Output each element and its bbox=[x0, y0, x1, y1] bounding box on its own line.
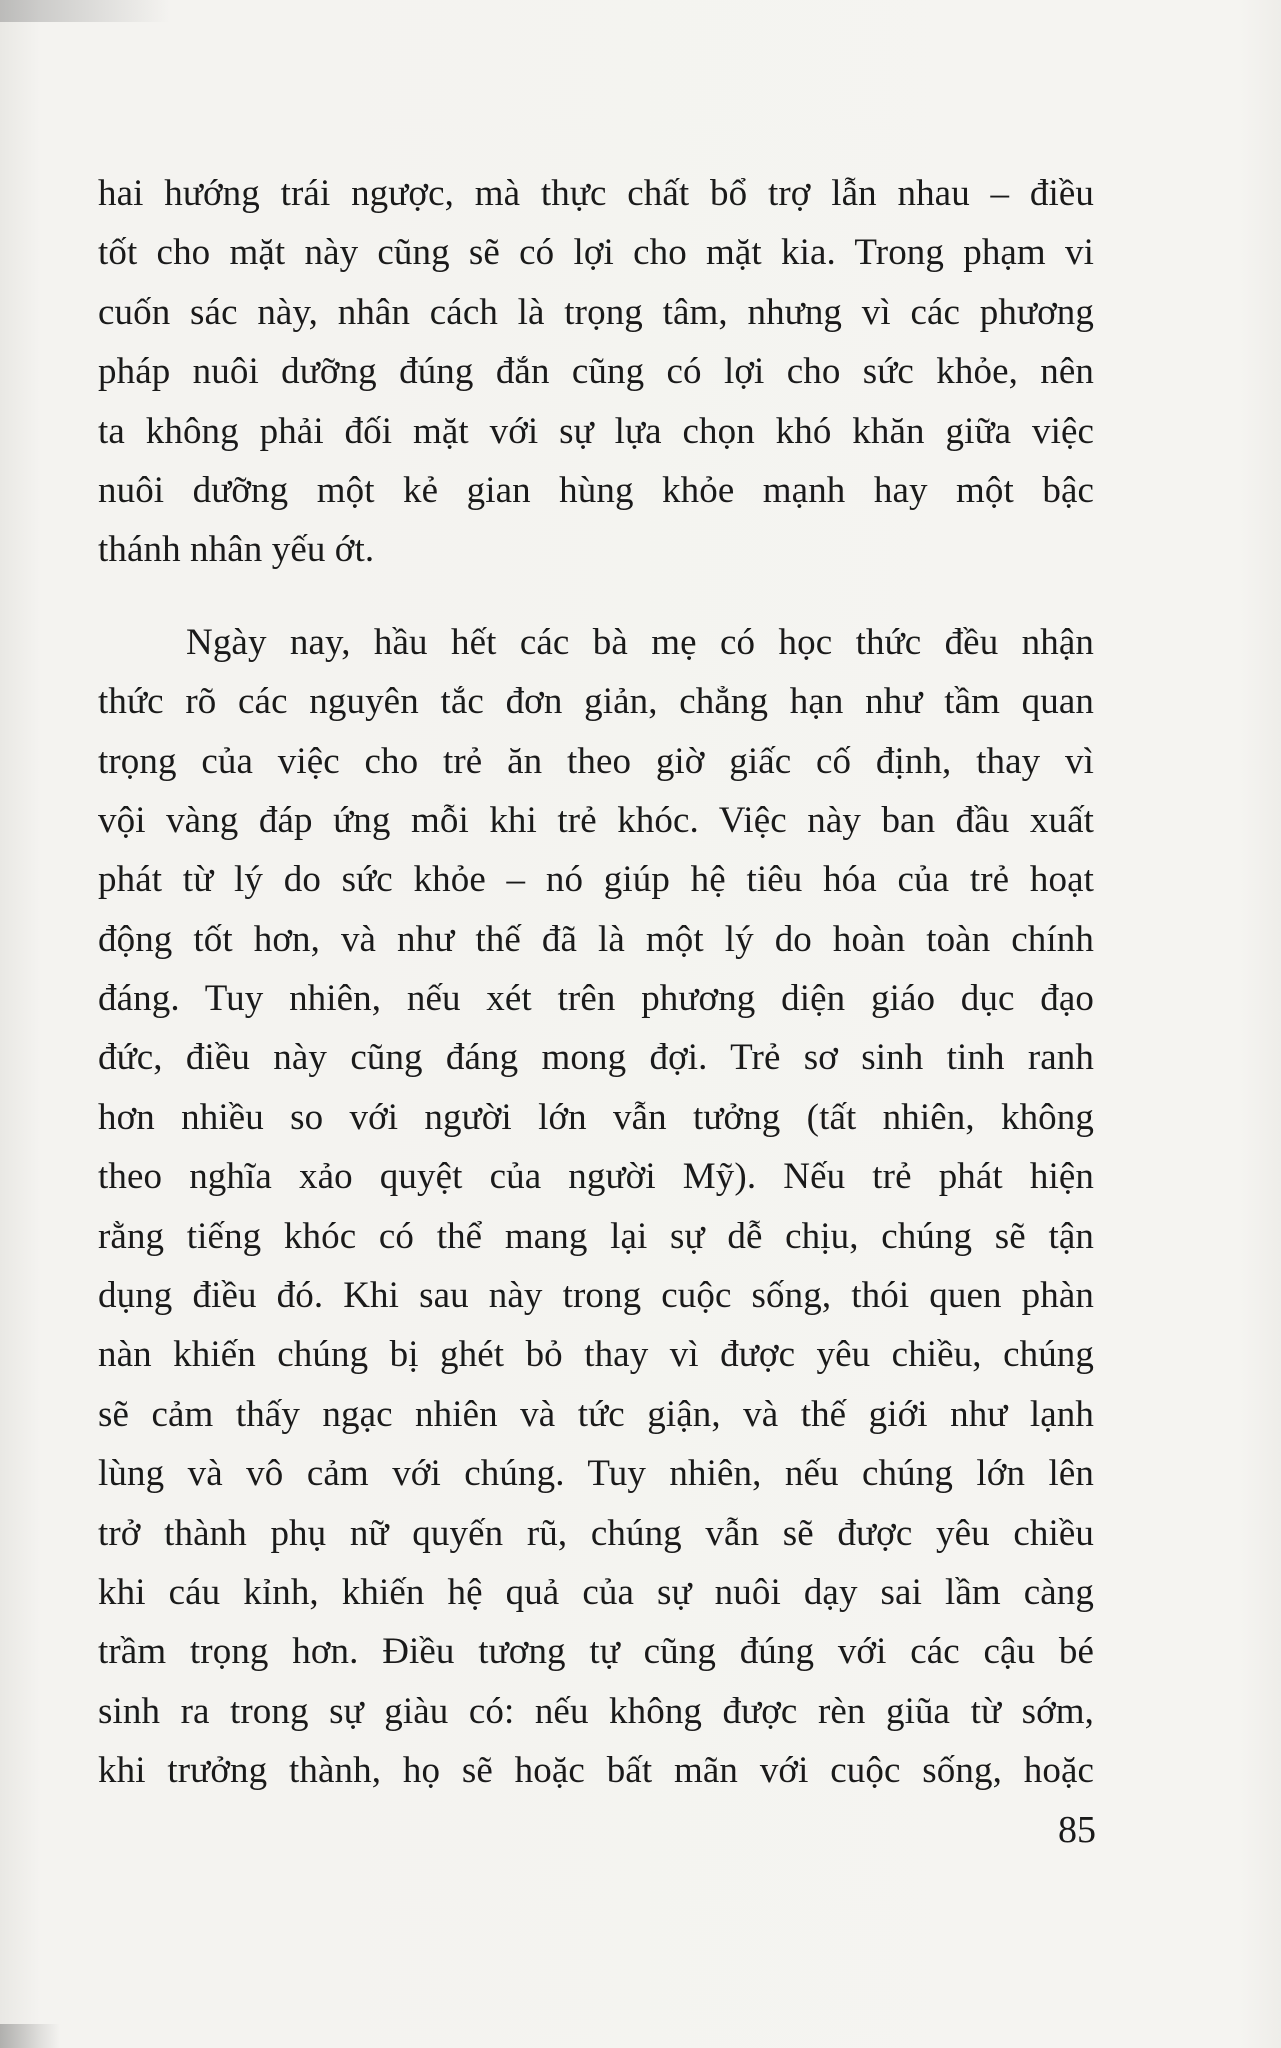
text-line: hai hướng trái ngược, mà thực chất bổ trợ lẫn nhau – điều bbox=[98, 173, 1094, 214]
text-line: tốt cho mặt này cũng sẽ có lợi cho mặt kia. Trong phạm vi bbox=[98, 232, 1094, 274]
text-line: lùng và vô cảm với chúng. Tuy nhiên, nếu chúng lớn lên bbox=[98, 1453, 1094, 1495]
text-line: trầm trọng hơn. Điều tương tự cũng đúng với các cậu bé bbox=[98, 1631, 1094, 1673]
text-line: rằng tiếng khóc có thể mang lại sự dễ chịu, chúng sẽ tận bbox=[98, 1215, 1094, 1257]
paragraph-spacing bbox=[98, 580, 1094, 613]
text-line: sẽ cảm thấy ngạc nhiên và tức giận, và thế giới như lạnh bbox=[98, 1393, 1094, 1435]
text-line: cuốn sác này, nhân cách là trọng tâm, nhưng vì các phương bbox=[98, 291, 1094, 333]
paragraph-1 bbox=[98, 164, 1094, 580]
text-line: nuôi dưỡng một kẻ gian hùng khỏe mạnh hay một bậc bbox=[98, 469, 1094, 511]
text-line: sinh ra trong sự giàu có: nếu không được rèn giũa từ sớm, bbox=[98, 1690, 1094, 1732]
text-line: theo nghĩa xảo quyệt của người Mỹ). Nếu trẻ phát hiện bbox=[98, 1156, 1094, 1198]
text-line: Ngày nay, hầu hết các bà mẹ có học thức đều nhận bbox=[186, 621, 1094, 663]
text-line: thánh nhân yếu ớt. bbox=[98, 529, 375, 571]
text-line: khi trưởng thành, họ sẽ hoặc bất mãn với cuộc sống, hoặc bbox=[98, 1750, 1094, 1792]
text-line: hơn nhiều so với người lớn vẫn tưởng (tất nhiên, không bbox=[98, 1096, 1094, 1138]
text-line: đức, điều này cũng đáng mong đợi. Trẻ sơ sinh tinh ranh bbox=[98, 1037, 1094, 1079]
text-line: khi cáu kỉnh, khiến hệ quả của sự nuôi dạy sai lầm càng bbox=[98, 1571, 1094, 1613]
text-line: trọng của việc cho trẻ ăn theo giờ giấc cố định, thay vì bbox=[98, 740, 1094, 782]
body-text bbox=[98, 164, 1094, 1801]
text-line: vội vàng đáp ứng mỗi khi trẻ khóc. Việc này ban đầu xuất bbox=[98, 799, 1094, 841]
text-line: nàn khiến chúng bị ghét bỏ thay vì được yêu chiều, chúng bbox=[98, 1334, 1094, 1376]
scan-edge-mark-top bbox=[0, 0, 170, 22]
text-line: ta không phải đối mặt với sự lựa chọn khó khăn giữa việc bbox=[98, 410, 1094, 452]
text-line: dụng điều đó. Khi sau này trong cuộc sống, thói quen phàn bbox=[98, 1275, 1094, 1317]
text-line: thức rõ các nguyên tắc đơn giản, chẳng hạn như tầm quan bbox=[98, 681, 1094, 723]
text-line: đáng. Tuy nhiên, nếu xét trên phương diện giáo dục đạo bbox=[98, 978, 1094, 1020]
text-line: phát từ lý do sức khỏe – nó giúp hệ tiêu hóa của trẻ hoạt bbox=[98, 859, 1094, 901]
scan-edge-mark-bottom bbox=[0, 2024, 60, 2048]
paragraph-2 bbox=[98, 613, 1094, 1801]
text-line: động tốt hơn, và như thế đã là một lý do hoàn toàn chính bbox=[98, 918, 1094, 960]
text-line: trở thành phụ nữ quyến rũ, chúng vẫn sẽ được yêu chiều bbox=[98, 1512, 1094, 1554]
text-line: pháp nuôi dưỡng đúng đắn cũng có lợi cho sức khỏe, nên bbox=[98, 351, 1094, 393]
page-number: 85 bbox=[1058, 1809, 1096, 1851]
